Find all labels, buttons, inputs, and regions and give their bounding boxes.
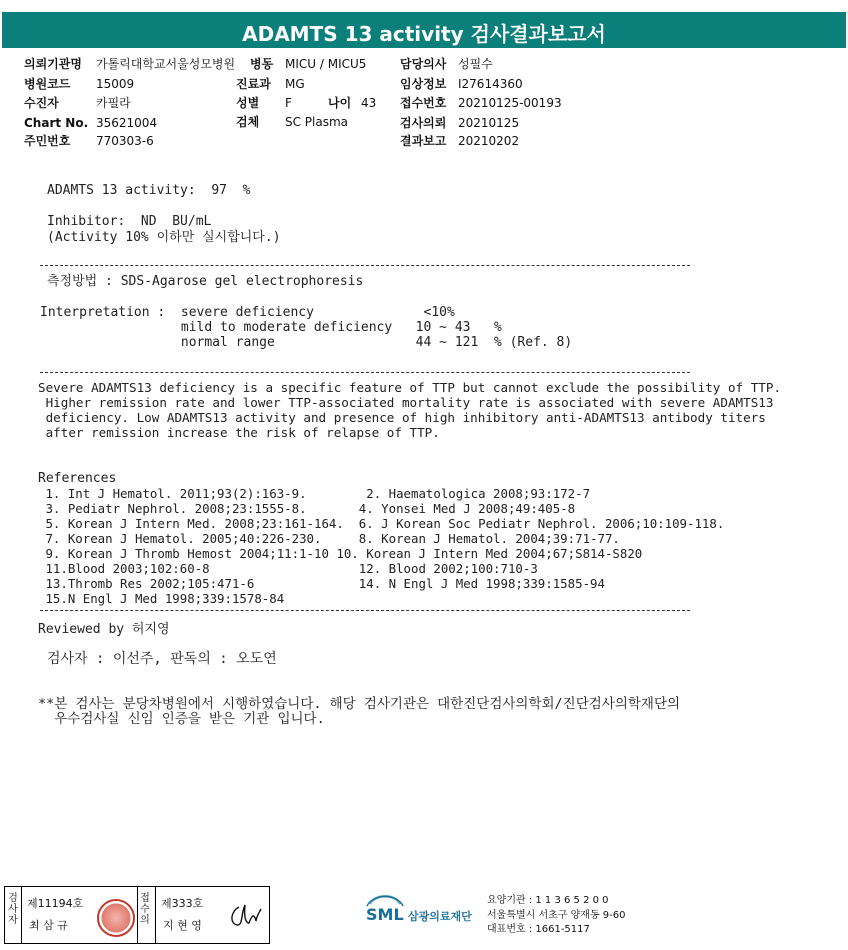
org-phone: 대표번호 : 1661-5117	[487, 924, 590, 935]
institution-value: 가톨릭대학교서울성모병원	[96, 57, 236, 71]
reviewed-by: Reviewed by 허지영	[38, 622, 170, 637]
dept-label: 진료과	[236, 77, 271, 91]
comment-line-2: Higher remission rate and lower TTP-associated mortality rate is associated with severe ADAMTS13	[38, 395, 774, 410]
sex-value: F	[285, 96, 292, 110]
request-label: 검사의뢰	[400, 116, 447, 130]
doctor-label: 담당의사	[400, 57, 447, 71]
reader-license: 제333호	[161, 897, 204, 910]
org-name: 삼광의료재단	[408, 910, 472, 923]
age-value: 43	[361, 96, 377, 110]
box-divider	[155, 887, 156, 943]
ward-label: 병동	[250, 57, 274, 71]
doctor-value: 성필수	[458, 57, 493, 71]
org-address: 서울특별시 서초구 양재동 9-60	[487, 910, 626, 921]
inhibitor-result: Inhibitor: ND BU/mL	[47, 214, 212, 229]
examiner-box-label: 검 사 자	[8, 893, 18, 926]
receipt-value: 20210125-00193	[458, 96, 562, 110]
specimen-label: 검체	[236, 115, 260, 129]
examiner-license: 제11194호	[27, 897, 84, 910]
interpretation-normal: normal range 44 ~ 121 % (Ref. 8)	[40, 335, 573, 350]
interpretation-mild: mild to moderate deficiency 10 ~ 43 %	[40, 320, 502, 335]
reference-row: 15.N Engl J Med 1998;339:1578-84	[38, 591, 285, 606]
sex-label: 성별	[236, 96, 260, 110]
receipt-label: 접수번호	[400, 96, 447, 110]
references-title: References	[38, 471, 117, 486]
reference-row: 7. Korean J Hematol. 2005;40:226-230. 8. Korean J Hematol. 2004;39:71-77.	[38, 531, 620, 546]
notice-line-1: **본 검사는 분당차병원에서 시행하였습니다. 해당 검사기관은 대한진단검사의학회/진단검사의학재단의	[38, 696, 681, 712]
inhibitor-note: (Activity 10% 이하만 실시합니다.)	[47, 230, 281, 245]
comment-line-1: Severe ADAMTS13 deficiency is a specific feature of TTP but cannot exclude the possibility of TTP.	[38, 380, 782, 395]
comment-line-3: deficiency. Low ADAMTS13 activity and presence of high inhibitory anti-ADAMTS13 antibody titers	[38, 410, 766, 425]
notice-line-2: 우수검사실 신임 인증을 받은 기관 입니다.	[38, 711, 325, 727]
reader-box-label: 접 수 의	[140, 893, 150, 926]
id-label: 주민번호	[24, 134, 71, 148]
reference-row: 13.Thromb Res 2002;105:471-6 14. N Engl J Med 1998;339:1585-94	[38, 576, 605, 591]
activity-result: ADAMTS 13 activity: 97 %	[47, 183, 251, 198]
hospital-code-label: 병원코드	[24, 77, 71, 91]
interpretation-severe: Interpretation : severe deficiency <10%	[40, 305, 455, 320]
clinical-label: 임상정보	[400, 77, 447, 91]
comment-line-4: after remission increase the risk of relapse of TTP.	[38, 425, 440, 440]
box-divider	[137, 887, 138, 943]
reader-name: 지 현 영	[163, 919, 202, 932]
reference-row: 1. Int J Hematol. 2011;93(2):163-9. 2. Haematologica 2008;93:172-7	[38, 486, 591, 501]
patient-value: 카필라	[96, 96, 131, 110]
divider	[40, 610, 690, 611]
box-divider	[21, 887, 22, 943]
reference-row: 11.Blood 2003;102:60-8 12. Blood 2002;100:710-3	[38, 561, 538, 576]
examiner-seal-icon	[97, 899, 135, 937]
institution-label: 의뢰기관명	[24, 57, 82, 71]
chart-label: Chart No.	[24, 116, 89, 130]
report-title-bar	[2, 12, 846, 48]
sml-logo-text: SML	[366, 905, 404, 924]
clinical-value: I27614360	[458, 77, 523, 91]
hospital-code-value: 15009	[96, 77, 135, 91]
divider	[40, 265, 690, 266]
examiner-name: 최 삼 규	[29, 919, 68, 932]
divider	[40, 372, 690, 373]
age-label: 나이	[328, 96, 352, 110]
signature-icon	[227, 901, 263, 929]
reference-row: 9. Korean J Thromb Hemost 2004;11:1-10 10. Korean J Intern Med 2004;67;S814-S820	[38, 546, 643, 561]
patient-label: 수진자	[24, 96, 59, 110]
reference-row: 3. Pediatr Nephrol. 2008;23:1555-8. 4. Yonsei Med J 2008;49:405-8	[38, 501, 576, 516]
ward-value: MICU / MICU5	[285, 57, 367, 71]
request-value: 20210125	[458, 116, 520, 130]
method: 측정방법 : SDS-Agarose gel electrophoresis	[47, 274, 364, 289]
id-value: 770303-6	[96, 134, 154, 148]
signature-box	[4, 886, 270, 944]
dept-value: MG	[285, 77, 305, 91]
care-code: 요양기관 : 1 1 3 6 5 2 0 0	[487, 895, 609, 906]
report-date-value: 20210202	[458, 134, 520, 148]
report-date-label: 결과보고	[400, 134, 447, 148]
report-title: ADAMTS 13 activity 검사결과보고서	[242, 22, 606, 46]
reference-row: 5. Korean J Intern Med. 2008;23:161-164. 6. J Korean Soc Pediatr Nephrol. 2006;10:109-118.	[38, 516, 725, 531]
specimen-value: SC Plasma	[285, 115, 349, 129]
chart-value: 35621004	[96, 116, 158, 130]
examiners: 검사자 : 이선주, 판독의 : 오도연	[47, 651, 277, 667]
